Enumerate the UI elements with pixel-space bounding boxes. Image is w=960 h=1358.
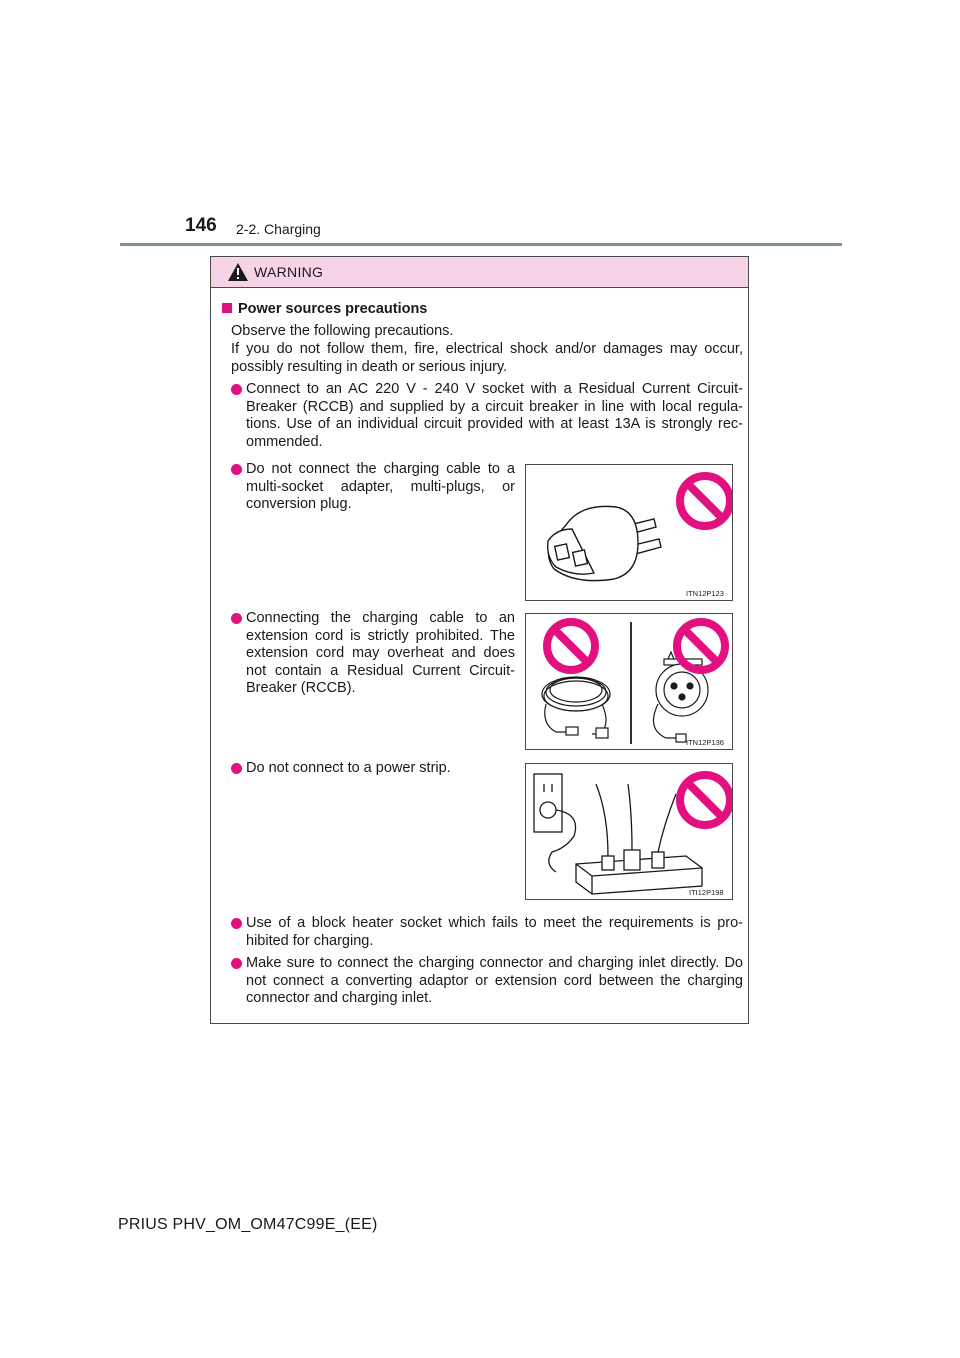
bullet-dot-icon [231, 958, 242, 969]
bullet-text: Make sure to connect the charging connector and charging inlet directly. Do not connect a converting adaptor or extension cord between the charging connector and charging inlet. [246, 955, 743, 1006]
section-heading [222, 301, 427, 319]
power-strip-illustration [526, 764, 732, 899]
figure-multi-socket-adapter [525, 464, 733, 601]
section-title: 2-2. Charging [236, 221, 321, 237]
warning-box [210, 256, 749, 1024]
figure-power-strip [525, 763, 733, 900]
bullet-dot-icon [231, 384, 242, 395]
header-rule [120, 243, 842, 246]
bullet-item [231, 915, 743, 950]
bullet-item [231, 461, 515, 514]
figure-code: ITN12P123 [686, 589, 724, 598]
page-number: 146 [185, 215, 217, 236]
heading-text: Power sources precautions [238, 301, 428, 317]
bullet-text: Use of a block heater socket which fails to meet the requirements is pro-hibited for charging. [246, 915, 743, 949]
multi-socket-adapter-illustration [526, 465, 732, 600]
extension-cord-illustration [526, 614, 732, 749]
heading-square-icon [222, 303, 232, 313]
bullet-text: Connect to an AC 220 V - 240 V socket with a Residual Current Circuit-Breaker (RCCB) and supplied by a circuit breaker in line with local regula-tions. Use of an individual circuit provided with at least 13A is strongly rec-ommended. [246, 381, 743, 450]
figure-code: ITI12P198 [689, 888, 724, 897]
warning-label: WARNING [254, 264, 324, 280]
bullet-text: Connecting the charging cable to an extension cord is strictly prohibited. The extension cord may overheat and does not contain a Residual Current Circuit-Breaker (RCCB). [246, 610, 515, 696]
bullet-dot-icon [231, 613, 242, 624]
figure-code: ITN12P136 [686, 738, 724, 747]
bullet-item [231, 381, 743, 451]
bullet-item [231, 760, 515, 778]
bullet-dot-icon [231, 763, 242, 774]
warning-header [211, 257, 748, 288]
footer-doc-id: PRIUS PHV_OM_OM47C99E_(EE) [118, 1216, 378, 1233]
intro-paragraph-2: If you do not follow them, fire, electrical shock and/or damages may occur, possibly resulting in death or serious injury. [231, 341, 743, 375]
warning-triangle-icon [228, 263, 248, 281]
figure-extension-cord [525, 613, 733, 750]
prohibited-icon [680, 476, 730, 526]
bullet-item [231, 610, 515, 698]
prohibited-icon [680, 775, 730, 825]
bullet-item [231, 955, 743, 1008]
intro-paragraph-1: Observe the following precautions. [231, 323, 454, 339]
bullet-dot-icon [231, 464, 242, 475]
bullet-text: Do not connect to a power strip. [246, 760, 451, 776]
bullet-text: Do not connect the charging cable to a multi-socket adapter, multi-plugs, or conversion plug. [246, 461, 515, 512]
bullet-dot-icon [231, 918, 242, 929]
prohibited-icon [547, 622, 595, 670]
